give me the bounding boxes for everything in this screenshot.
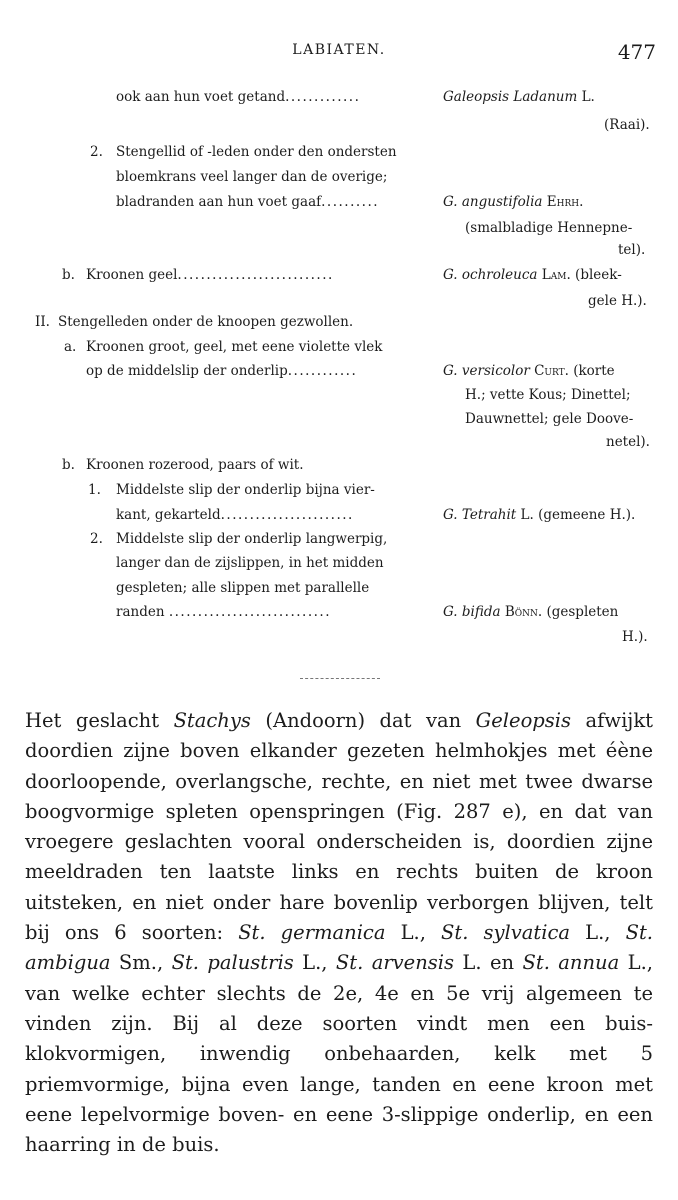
key-line-text: gespleten; alle slippen met parallelle: [116, 580, 370, 596]
key-line-species: Galeopsis Ladanum L.: [443, 89, 595, 105]
key-line-text: Stengellid of -leden onder den ondersten: [116, 144, 397, 160]
key-line-text: Kroonen geel...........................: [86, 267, 334, 283]
key-line-common: tel).: [618, 242, 646, 258]
key-line-text: Middelste slip der onderlip bijna vier-: [116, 482, 375, 498]
key-line-text: Middelste slip der onderlip langwerpig,: [116, 531, 388, 547]
key-line-common: H.; vette Kous; Dinettel;: [465, 387, 631, 403]
page-number: 477: [617, 40, 656, 64]
key-line-common: H.).: [622, 629, 648, 645]
key-item-letter: a.: [64, 339, 77, 355]
key-item-roman: II.: [35, 314, 50, 330]
key-line-common: (Raai).: [604, 117, 650, 133]
key-line-text: langer dan de zijslippen, in het midden: [116, 555, 384, 571]
key-line-species: G. versicolor Curt. (korte: [443, 363, 615, 379]
key-line-text: bloemkrans veel langer dan de overige;: [116, 169, 388, 185]
key-line-common: (smalbladige Hennepne-: [465, 220, 633, 236]
key-line-text: Kroonen groot, geel, met eene violette vlek: [86, 339, 383, 355]
key-line-text: ook aan hun voet getand.............: [116, 89, 361, 105]
key-item-letter: b.: [62, 457, 75, 473]
key-line-text: kant, gekarteld.......................: [116, 507, 354, 523]
key-item-letter: b.: [62, 267, 75, 283]
key-line-species: G. bifida Bönn. (gespleten: [443, 604, 619, 620]
paragraph-text: Het geslacht Stachys (Andoorn) dat van Geleopsis afwijkt doordien zijne boven elkander gezeten helmhokjes met éène doorloopende, overlangsche, rechte, en niet met twee dwarse boogvormige spleten openspringen (Fig. 287 e), en dat van vroegere geslachten vooral onderscheiden is, doordien zijne meeldraden ten laatste links en rechts buiten de kroon uitsteken, en niet onder hare bovenlip verborgen blijven, telt bij ons 6 soorten: St. germanica L., St. sylvatica L., St. ambigua Sm., St. palustris L., St. arvensis L. en St. annua L., van welke echter slechts de 2e, 4e en 5e vrij algemeen te vinden zijn. Bij al deze soorten vindt men een buis-klokvormigen, inwendig onbehaarden, kelk met 5 priemvormige, bijna even lange, tanden en eene kroon met eene lepelvormige boven- en eene 3-slippige onderlip, en een haarring in de buis.: [25, 709, 653, 1157]
key-line-species: G. angustifolia Ehrh.: [443, 194, 584, 210]
key-line-text: Stengelleden onder de knoopen gezwollen.: [58, 314, 354, 330]
key-line-common: Dauwnettel; gele Doove-: [465, 411, 634, 427]
running-header: [0, 40, 678, 66]
key-line-species: G. Tetrahit L. (gemeene H.).: [443, 507, 636, 523]
key-item-number: 1.: [88, 482, 101, 498]
key-line-text: Kroonen rozerood, paars of wit.: [86, 457, 304, 473]
key-line-text: randen ............................: [116, 604, 331, 620]
key-line-common: gele H.).: [588, 293, 647, 309]
running-title: LABIATEN.: [292, 42, 386, 58]
key-line-common: netel).: [606, 434, 650, 450]
key-item-number: 2.: [90, 531, 103, 547]
key-line-text: bladranden aan hun voet gaaf..........: [116, 194, 380, 210]
key-item-number: 2.: [90, 144, 103, 160]
key-line-species: G. ochroleuca Lam. (bleek-: [443, 267, 622, 283]
body-paragraph: [25, 706, 653, 1160]
section-divider: [300, 678, 380, 679]
key-line-text: op de middelslip der onderlip............: [86, 363, 358, 379]
